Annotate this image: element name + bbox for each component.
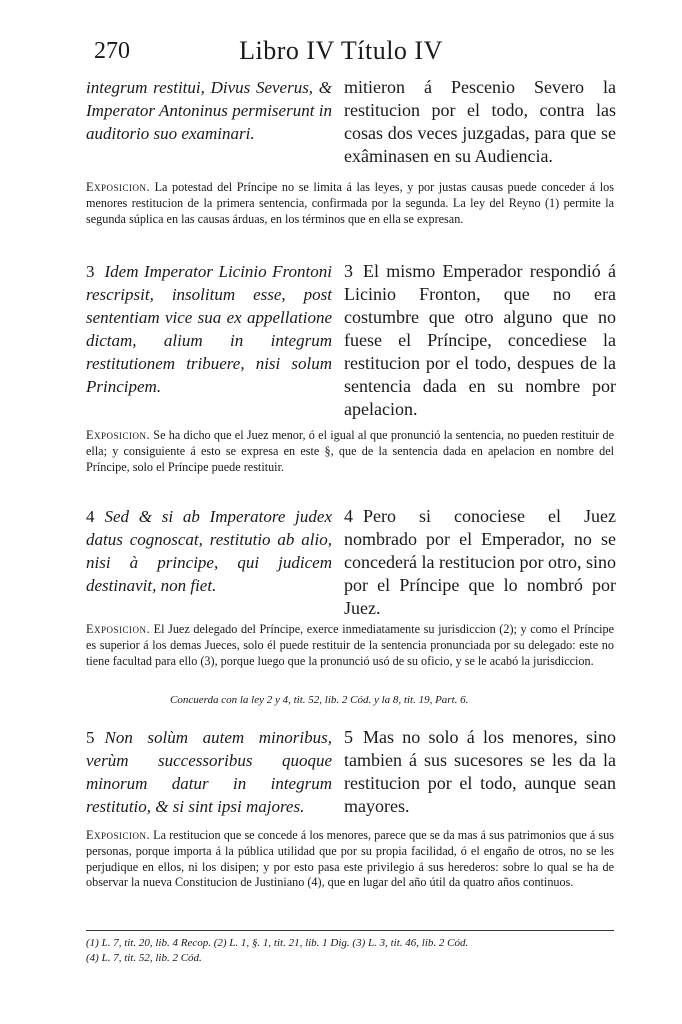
exposicion-text: El Juez delegado del Príncipe, exerce inmediatamente su jurisdiccion (2); y como el Príncipe es superior á los demas Jueces, solo él puede restituir de la sentencia pronunciada por su delegado: este no tiene facultad para ello (3), porque luego que la pronunció usó de su oficio, y se le acabó la jurisdiccion. xyxy=(86,622,614,668)
exposicion-text: La restitucion que se concede á los menores, parece que se da mas á sus patrimonios que á sus personas, porque importa á la pública utilidad que por su propia facilidad, ó el engaño de otros, no se les perjudique en ellos, ni los disipen; y por esto pasa este privilegio á sus herederos: sobre lo qual se ha de observar la nueva Constitucion de Justiniano (4), que en lugar del año útil da quatro años continuos. xyxy=(86,828,614,890)
latin-text: integrum restitui, Divus Severus, & Imperator Antoninus permiserunt in auditorio suo examinari. xyxy=(86,78,332,143)
exposicion-label: Exposicion. xyxy=(86,622,150,636)
spanish-text xyxy=(344,260,616,421)
paragraph-3 xyxy=(86,260,616,419)
paragraph-5 xyxy=(86,726,616,818)
paragraph-4 xyxy=(86,505,616,617)
exposicion-text: La potestad del Príncipe no se limita á las leyes, y por justas causas puede conceder á los menores restitucion de la primera sentencia, confirmada por la segunda. La ley del Reyno (1) permite la segunda súplica en las causas árduas, en los términos que en ella se expresan. xyxy=(86,180,614,226)
latin-body: Non solùm autem minoribus, verùm successoribus quoque minorum datur in integrum restitutio, & si sint ipsi majores. xyxy=(86,728,332,816)
footnote-divider xyxy=(86,930,614,931)
paragraph-number: 4 xyxy=(86,507,95,526)
paragraph-number: 3 xyxy=(86,262,95,281)
latin-body: Idem Imperator Licinio Frontoni rescripsit, insolitum esse, post sententiam vice sua ex appellatione dictam, alium in integrum restitutionem tribuere, nisi solum Principem. xyxy=(86,262,332,396)
exposicion-text: Se ha dicho que el Juez menor, ó el igual al que pronunció la sentencia, no pueden restituir de ella; y consiguiente á esto se expresa en este §, que de la sentencia dada en apelacion en nombre del Príncipe, solo el Príncipe puede restituir. xyxy=(86,428,614,474)
footnote-line: (4) L. 7, tit. 52, lib. 2 Cód. xyxy=(86,952,202,964)
exposicion-2 xyxy=(86,428,614,475)
spanish-body: Mas no solo á los menores, sino tambien á sus sucesores se les da la restitucion por el todo, aunque sean mayores. xyxy=(344,727,616,816)
latin-body: Sed & si ab Imperatore judex datus cognoscat, restitutio ab alio, nisi à principe, qui judicem destinavit, non fiet. xyxy=(86,507,332,595)
paragraph-2-continuation xyxy=(86,76,616,168)
paragraph-number: 5 xyxy=(344,727,353,747)
exposicion-1 xyxy=(86,180,614,227)
spanish-body: Pero si conociese el Juez nombrado por el Emperador, no se concederá la restitucion por otro, sino por el Príncipe que lo nombró por Juez. xyxy=(344,506,616,618)
paragraph-number: 5 xyxy=(86,728,95,747)
latin-text xyxy=(86,726,332,818)
exposicion-label: Exposicion. xyxy=(86,828,150,842)
exposicion-3 xyxy=(86,622,614,669)
concuerda-note: Concuerda con la ley 2 y 4, tit. 52, lib. 2 Cód. y la 8, tit. 19, Part. 6. xyxy=(170,694,469,706)
footnote-line: (1) L. 7, tit. 20, lib. 4 Recop. (2) L. 1, §. 1, tit. 21, lib. 1 Dig. (3) L. 3, tit. 46, lib. 2 Cód. xyxy=(86,937,469,949)
spanish-text xyxy=(344,505,616,620)
page-number: 270 xyxy=(94,38,130,64)
exposicion-label: Exposicion. xyxy=(86,180,150,194)
paragraph-number: 4 xyxy=(344,506,353,526)
page-header xyxy=(0,36,682,70)
latin-text xyxy=(86,260,332,398)
latin-text xyxy=(86,505,332,597)
footnotes xyxy=(86,936,614,966)
spanish-text xyxy=(344,726,616,818)
spanish-body: El mismo Emperador respondió á Licinio Fronton, que no era costumbre que otro alguno que no fuese el Príncipe, concediese la restitucion por el todo, despues de la sentencia dada en su nombre por apelacion. xyxy=(344,261,616,419)
exposicion-label: Exposicion. xyxy=(86,428,150,442)
exposicion-4 xyxy=(86,828,614,891)
running-title: Libro IV Título IV xyxy=(239,36,443,65)
paragraph-number: 3 xyxy=(344,261,353,281)
spanish-text: mitieron á Pescenio Severo la restitucion por el todo, contra las cosas dos veces juzgadas, para que se exâminasen en su Audiencia. xyxy=(344,77,616,166)
